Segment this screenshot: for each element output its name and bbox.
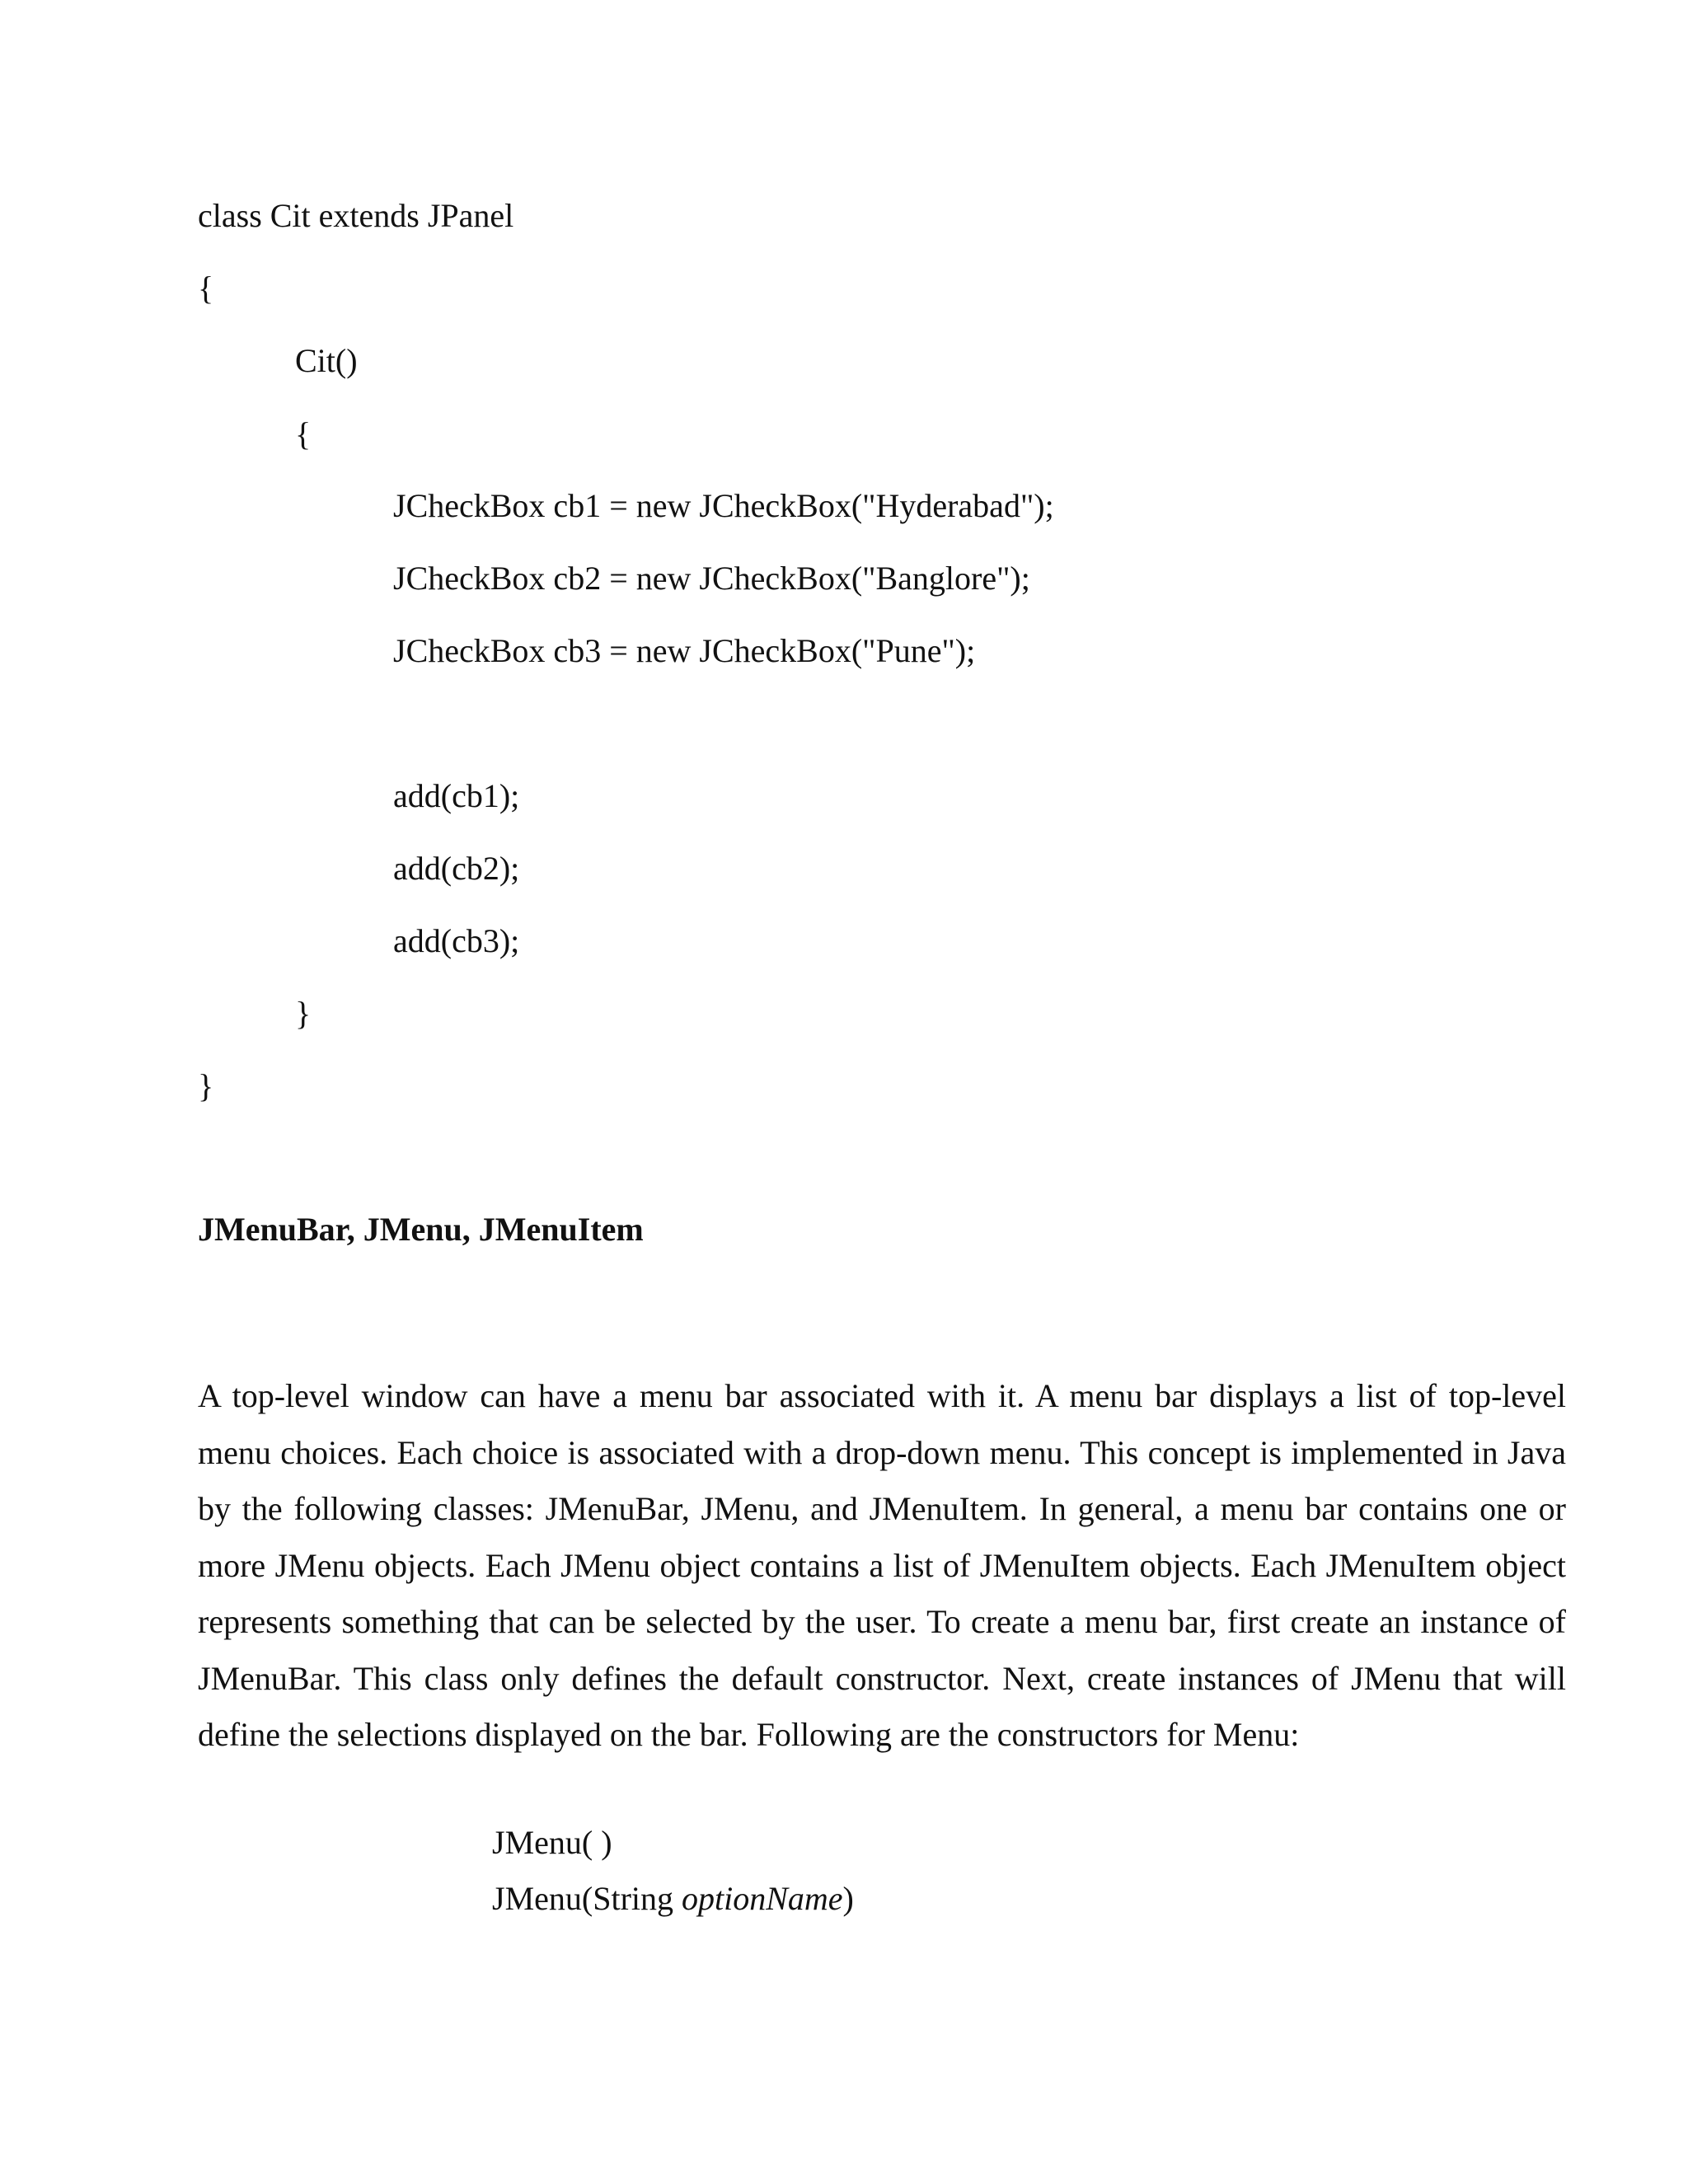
constructor-signature-default: JMenu( )	[492, 1824, 612, 1861]
constructor-signature-suffix: )	[842, 1880, 854, 1917]
code-line-checkbox-1: JCheckBox cb1 = new JCheckBox("Hyderabad");	[393, 487, 1054, 524]
code-line-close-brace: }	[198, 1067, 214, 1104]
code-line-open-brace: {	[198, 269, 214, 307]
code-line-add-3: add(cb3);	[393, 922, 520, 959]
code-line-constructor-close-brace: }	[295, 995, 312, 1032]
code-line-checkbox-2: JCheckBox cb2 = new JCheckBox("Banglore");	[393, 560, 1030, 597]
constructor-signature-prefix: JMenu(String	[492, 1880, 682, 1917]
code-line-checkbox-3: JCheckBox cb3 = new JCheckBox("Pune");	[393, 632, 976, 669]
constructor-parameter-name: optionName	[682, 1880, 843, 1917]
code-line-add-2: add(cb2);	[393, 850, 520, 887]
code-line-class-declaration: class Cit extends JPanel	[198, 197, 514, 234]
body-paragraph: A top-level window can have a menu bar associated with it. A menu bar displays a list of top-level menu choices. Each choice is associated with a drop-down menu. This concept is implemented in Java by the following classes: JMenuBar, JMenu, and JMenuItem. In general, a menu bar contains one or more JMenu objects. Each JMenu object contains a list of JMenuItem objects. Each JMenuItem object represents something that can be selected by the user. To create a menu bar, first create an instance of JMenuBar. This class only defines the default constructor. Next, create instances of JMenu that will define the selections displayed on the bar. Following are the constructors for Menu:	[198, 1377, 1566, 1753]
code-line-constructor: Cit()	[295, 342, 358, 379]
constructor-signature-option-name	[492, 1879, 854, 1919]
section-heading: JMenuBar, JMenu, JMenuItem	[198, 1211, 644, 1248]
code-line-constructor-open-brace: {	[295, 415, 312, 452]
code-line-add-1: add(cb1);	[393, 777, 520, 814]
